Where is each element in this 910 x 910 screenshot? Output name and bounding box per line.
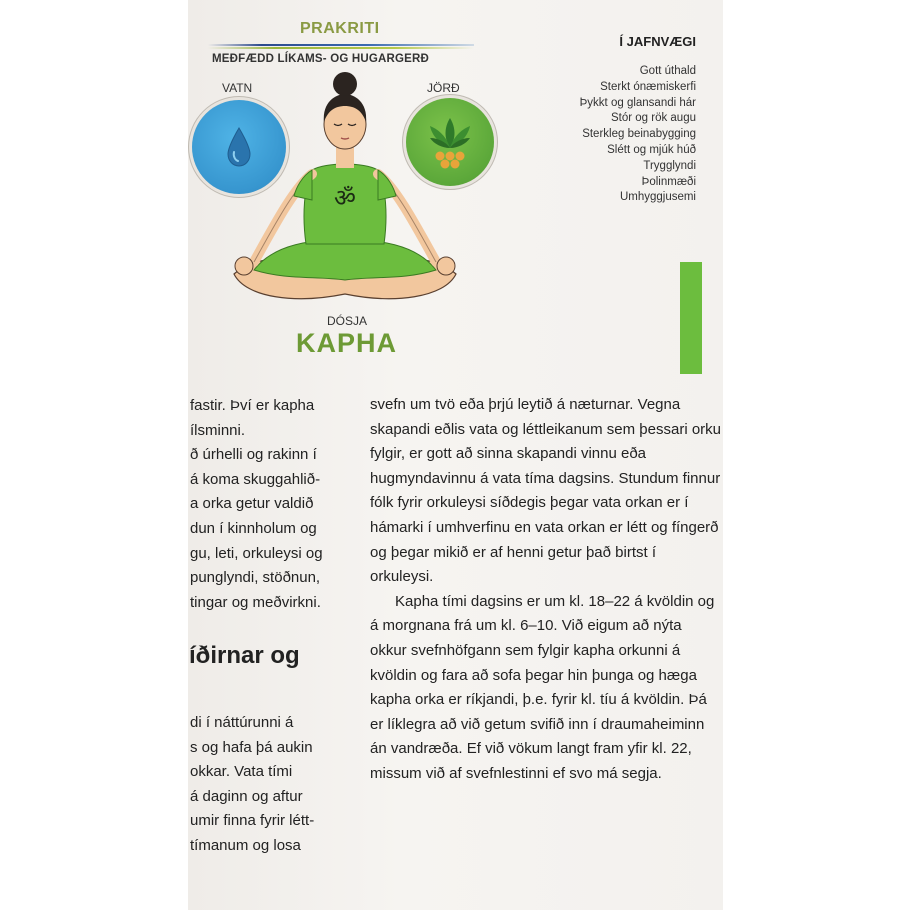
left-column-bottom	[190, 711, 314, 859]
text-line: tingar og meðvirkni.	[190, 593, 321, 611]
text-line: punglyndi, stöðnun,	[190, 569, 321, 587]
balance-item: Sterkt ónæmiskerfi	[600, 80, 696, 93]
balance-item: Umhyggjusemi	[619, 191, 696, 204]
text-line: ílsminni.	[190, 421, 246, 439]
text-line: dun í kinnholum og	[190, 519, 317, 537]
balance-item: Þykkt og glansandi hár	[579, 96, 696, 109]
balance-item: Stór og rök augu	[610, 112, 696, 125]
text-line: umir finna fyrir létt-	[190, 812, 315, 830]
text-line: á daginn og aftur	[190, 787, 303, 805]
om-symbol: ॐ	[334, 184, 356, 212]
balance-item: Trygglyndi	[643, 159, 696, 172]
green-side-bar	[680, 262, 702, 374]
element-earth-label: JÖRÐ	[427, 81, 460, 95]
text-line: gu, leti, orkuleysi og	[190, 544, 323, 562]
body-paragraph: svefn um tvö eða þrjú leytið á næturnar. Vegna skapandi eðlis vata og léttleikanum sem þessari orku fylgir, er gott að sinna skapandi vinnu eða hugmyndavinnu á vata tíma dagsins. Stundum finnur fólk fyrir orkuleysi síðdegis þegar vata orkan er í hámarki í umhverfinu en vata orkan er létt og fíngerð og þegar mikið er af henni getur það birtst í orkuleysi.	[370, 396, 722, 586]
section-heading: íðirnar og	[189, 642, 300, 669]
balance-item: Sterkleg beinabygging	[582, 128, 696, 141]
meditating-woman	[214, 66, 476, 316]
right-column	[370, 393, 722, 787]
text-line: ð úrhelli og rakinn í	[190, 446, 317, 464]
figure-subtitle: MEÐFÆDD LÍKAMS- OG HUGARGERÐ	[212, 53, 430, 65]
title-rule-accent	[208, 47, 474, 49]
dosha-name: KAPHA	[296, 328, 398, 358]
balance-item: Þolinmæði	[641, 175, 696, 188]
text-line: á koma skuggahlið-	[190, 470, 321, 488]
text-line: okkar. Vata tími	[190, 763, 293, 781]
balance-item: Gott úthald	[639, 65, 696, 77]
text-line: a orka getur valdið	[190, 495, 314, 513]
figure-title: PRAKRITI	[300, 20, 380, 37]
balance-heading: Í JAFNVÆGI	[619, 34, 696, 49]
dosha-label: DÓSJA	[327, 314, 368, 328]
body-paragraph: Kapha tími dagsins er um kl. 18–22 á kvöldin og á morgnana frá um kl. 6–10. Við eigum að nýta okkur svefnhöfgann sem fylgir kapha orkunni á kvöldin og fara að sofa þegar hin þunga og hæga kapha orka er ríkjandi, þ.e. fyrir kl. tíu á kvöldin. Þá er líklegra að við getum svifið inn í draumaheiminn án vandræða. Ef við vökum langt fram yfir kl. 22, missum við af svefnlestinni ef svo má segja.	[370, 592, 715, 782]
text-line: fastir. Því er kapha	[190, 397, 315, 414]
text-line: s og hafa þá aukin	[190, 738, 313, 756]
left-column-top	[190, 394, 323, 615]
balance-item: Slétt og mjúk húð	[607, 143, 696, 156]
balance-list	[580, 64, 696, 206]
text-line: tímanum og losa	[190, 836, 301, 854]
element-water-label: VATN	[222, 81, 253, 95]
title-rule	[208, 44, 474, 46]
text-line: di í náttúrunni á	[190, 714, 294, 731]
